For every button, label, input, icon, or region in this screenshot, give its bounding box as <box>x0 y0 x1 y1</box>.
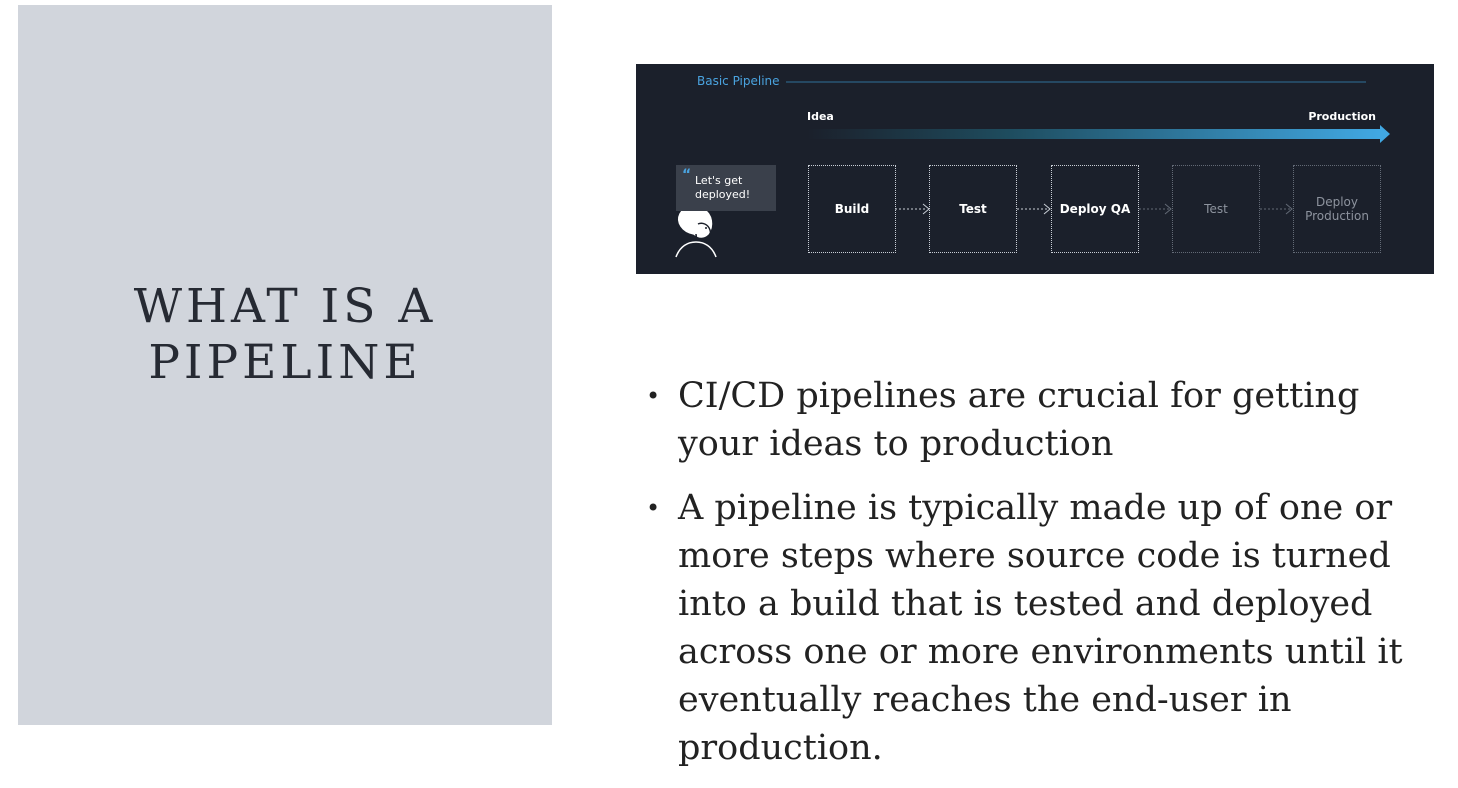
pipeline-heading: Basic Pipeline <box>697 74 780 88</box>
slide-title <box>134 279 437 391</box>
progress-arrow-head <box>1380 125 1390 143</box>
speech-bubble-text: Let's get deployed! <box>695 174 751 201</box>
stage-test: Test <box>929 165 1017 253</box>
stage-deploy-qa: Deploy QA <box>1051 165 1139 253</box>
bullet-item <box>642 484 1422 772</box>
bullet-list <box>642 372 1422 788</box>
bullet-marker: • <box>646 494 661 522</box>
slide-title-line-1: WHAT IS A <box>133 279 437 334</box>
pipeline-end-label: Production <box>1308 110 1376 123</box>
quote-mark-icon: “ <box>682 167 692 183</box>
bullet-text: A pipeline is typically made up of one or more steps where source code is turned into a build that is tested and deployed across one or more environments until it eventually reaches the end-user in production. <box>678 488 1403 768</box>
stage-test-next: Test <box>1172 165 1260 253</box>
pipeline-start-label: Idea <box>807 110 834 123</box>
bullet-item <box>642 372 1422 468</box>
bullet-text: CI/CD pipelines are crucial for getting your ideas to production <box>678 376 1360 464</box>
slide-title-line-2: PIPELINE <box>148 335 422 390</box>
bullet-marker: • <box>646 382 661 410</box>
speech-bubble <box>676 165 776 211</box>
progress-arrow-shaft <box>807 129 1380 139</box>
pipeline-diagram <box>636 64 1434 274</box>
person-icon <box>676 207 716 257</box>
stage-build: Build <box>808 165 896 253</box>
title-panel <box>18 5 552 725</box>
stage-deploy-production: Deploy Production <box>1293 165 1381 253</box>
